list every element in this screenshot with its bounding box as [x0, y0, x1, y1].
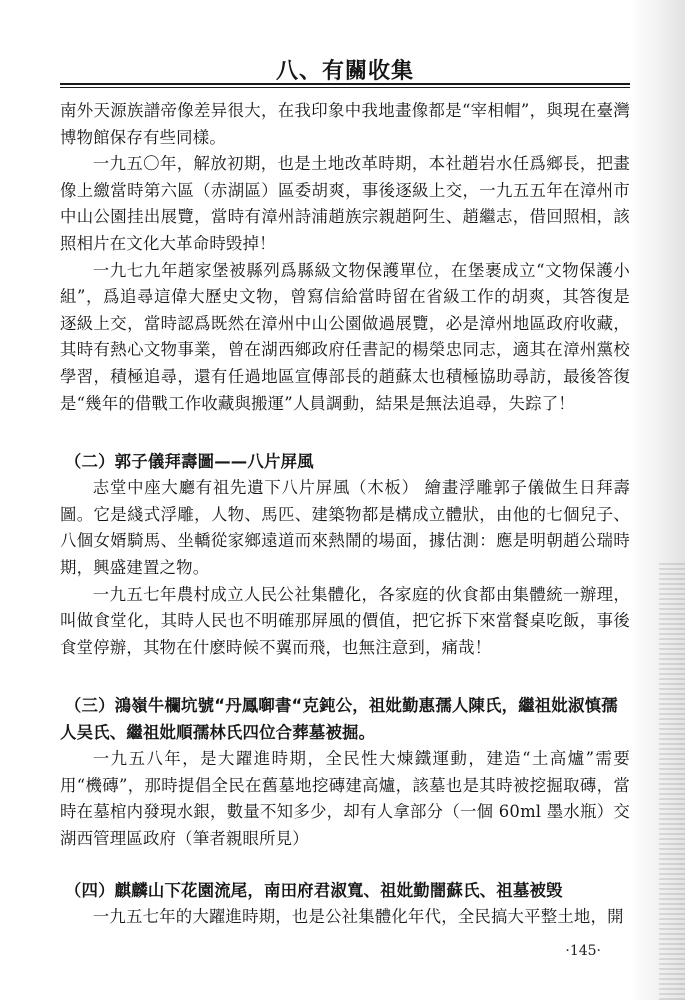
paragraph: 一九五〇年，解放初期，也是土地改革時期，本社趙岩水任爲鄉長，把畫像上繳當時第六區（赤湖區）區委胡爽，事後逐級上交，一九五五年在漳州市中山公園挂出展覽，當時有漳州詩浦趙族宗親趙阿生、趙繼志，借回照相，該照相片在文化大革命時毁掉！	[60, 154, 630, 253]
section-gap	[60, 417, 630, 448]
paragraph: 一九五七年的大躍進時期，也是公社集體化年代，全民搞大平整土地，開	[92, 906, 624, 926]
section-heading-4: （四）麒麟山下花園流尾，南田府君淑寬、祖妣勤闇蘇氏、祖墓被毁	[64, 880, 563, 900]
page-number: ·145·	[565, 943, 601, 959]
section-heading-2: （二）郭子儀拜壽圖——八片屏風	[64, 452, 314, 472]
paragraph: 一九五七年農村成立人民公社集體化，各家庭的伙食都由集體統一辦理，叫做食堂化，其時人民也不明確那屏風的價值，把它拆下來當餐桌吃飯，事後食堂停辦，其物在什麽時候不翼而飛，也無注意到，痛哉！	[60, 584, 630, 657]
chapter-title: 八、有關收集	[275, 59, 414, 84]
header-rule-thick	[60, 83, 630, 85]
page-body	[60, 98, 630, 930]
header-rule-thin	[60, 87, 630, 88]
section-gap	[60, 853, 630, 877]
scan-edge-shadow	[659, 560, 685, 1000]
paragraph: 一九五八年，是大躍進時期，全民性大煉鐵運動，建造“土高爐”需要用“機磚”，那時提倡全民在舊墓地挖磚建高爐，該墓也是其時被挖掘取磚，當時在墓棺内發現水銀，數量不知多少，却有人拿部分（一個 60ml 墨水瓶）交湖西管理區政府（筆者親眼所見）	[60, 749, 630, 849]
paragraph-continued: 南外天源族譜帝像差异很大，在我印象中我地畫像都是“宰相帽”，與現在臺灣博物館保存有些同樣。	[60, 101, 630, 147]
section-heading-3: （三）鴻嶺牛欄坑號“丹鳳啣書“克鈍公，祖妣勤惠孺人陳氏，繼祖妣淑慎孺人吴氏、繼祖妣順孺林氏四位合葬墓被掘。	[60, 696, 618, 743]
running-header	[60, 36, 630, 84]
paragraph: 志堂中座大廳有祖先遺下八片屏風（木板） 繪畫浮雕郭子儀做生日拜壽圖。它是綫式浮雕，人物、馬匹、建築物都是構成立體狀，由他的七個兒子、八個女婿騎馬、坐轎從家鄉遠道而來熱鬧的場面，據估測：應是明朝趙公瑞時期，興盛建置之物。	[60, 478, 630, 577]
section-gap	[60, 661, 630, 692]
paragraph: 一九七九年趙家堡被縣列爲縣級文物保護單位，在堡裹成立“文物保護小組”，爲追尋這偉大歷史文物，曾寫信給當時留在省級工作的胡爽，其答復是逐級上交，當時認爲既然在漳州中山公園做過展覽，必是漳州地區政府收藏，其時有熱心文物事業，曾在湖西鄉政府任書記的楊榮忠同志，適其在漳州黨校學習，積極追尋，還有任過地區宣傳部長的趙蘇太也積極協助尋訪，最後答復是“幾年的借戰工作收藏與搬運”人員調動，結果是無法追尋，失踪了！	[60, 260, 630, 413]
